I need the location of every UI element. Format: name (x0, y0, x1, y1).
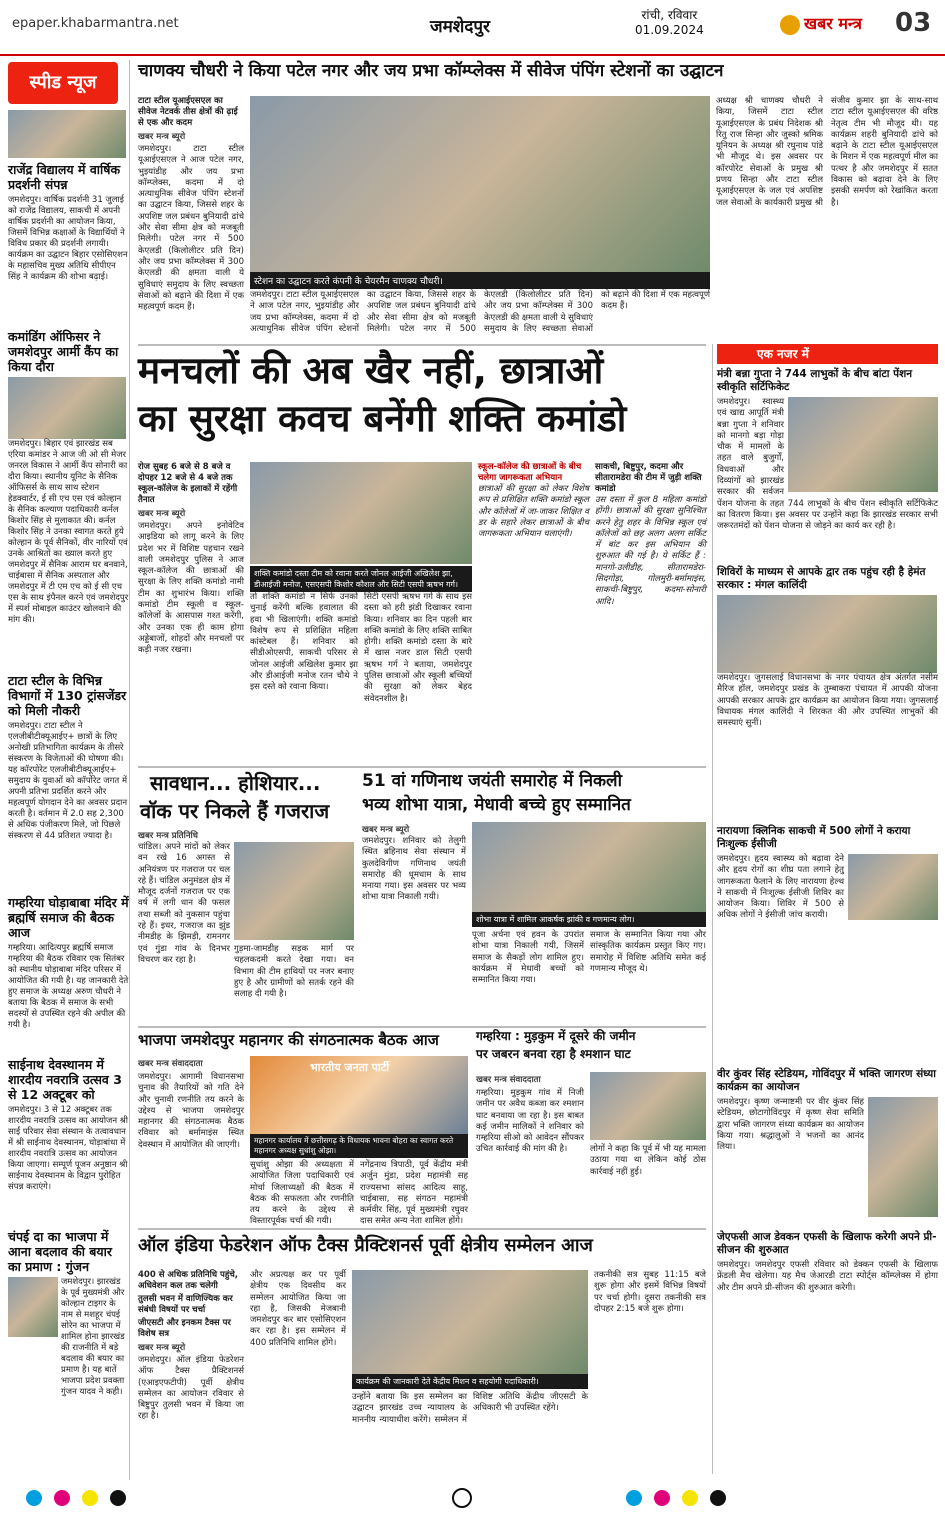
news-photo (8, 110, 126, 158)
lead-photo (250, 96, 710, 274)
tax-photo (352, 1270, 588, 1374)
yellow-mark-icon (82, 1490, 98, 1506)
ganinath-byline: खबर मन्त्र ब्यूरो (362, 825, 410, 835)
lead-byline: खबर मन्त्र ब्यूरो (138, 132, 186, 142)
tax-byline: खबर मन्त्र ब्यूरो (138, 1343, 186, 1353)
shakti-bullet: रोज सुबह 6 बजे से 8 बजे व दोपहर 12 बजे से 4 बजे तक स्कूल-कॉलेज के इलाकों में रहेंगी तैनात (138, 462, 238, 505)
nazar-photo (788, 397, 938, 492)
nazar-body-2: जमशेदपुर। जुगसलाई विधानसभा के नगर पंचायत क्षेत्र अंतर्गत नसीम मैरिज हॉल, जमशेदपुर प्रखंड के तुम्बाकरा पंचायत में आपकी योजना आपकी सरकार आपके द्वार कार्यक्रम का आयोजन किया गया। जुगसलाई विधायक मंगल कालिंदी ने शिरकत की और उपस्थित लाभुकों की समस्याएं सुनीं। (717, 673, 938, 729)
ganinath-body: जमशेदपुर। शनिवार को तेलुगी स्थित ब्रहिनाथ सेवा संस्थान में कुलदेविगीण गणिनाथ जयंती समारोह की धूमधाम के साथ मनाया गया। इस अवसर पर भव्य शोभा यात्रा निकाली गयी। (362, 836, 466, 903)
yellow-mark-icon (682, 1490, 698, 1506)
mudkum-headline-2: पर जबरन बनवा रहा है श्मशान घाट (476, 1047, 631, 1061)
shakti-body: तो शक्ति कमांडो न सिर्फ उनको चुनाई करेंगी बल्कि हवालात की हवा भी खिलाएंगी। शक्ति कमांडो विशेष रूप से प्रशिक्षित महिला कांस्टेबल हैं। शनिवार को सीडीओएसपी, साकची परिसर से जोनल आईजी अखिलेश कुमार झा और डीआईजी मनोज रतन चौथे ने इस दस्ते को रवाना किया। (250, 592, 358, 693)
nazar-photo (717, 595, 937, 673)
divider (138, 1228, 706, 1230)
lead-bullet: टाटा स्टील यूआईएसएल का सीवेज नेटवर्क तीस क्षेत्रों की ढ़ाई से एक और कदम (138, 96, 238, 128)
side-body: उस दस्ता में कुल 8 महिला कमांडो होंगी। छात्राओं की सुरक्षा सुनिश्चित करने हेतु शहर के विभिन्न स्कूल एवं कॉलेजों को छह अलग अलग सर्किट में बांट कर इस अभियान की शुरुआत की गई है। ये सर्किट हैं : मानगो-उलीडीह, सीतारामडेरा-सिदगोड़ा, गोलमुरी-बर्मामाइंस, साकची-बिष्टुपुर, कदमा-सोनारी आदि। (595, 495, 706, 607)
portrait-photo (8, 1277, 58, 1337)
dateline (635, 8, 704, 38)
mudkum-photo (590, 1072, 706, 1140)
news-photo (8, 377, 126, 439)
cyan-mark-icon (626, 1490, 642, 1506)
brand-name: खबर मन्त्र (804, 14, 862, 33)
brief-body: जमशेदपुर। वार्षिक प्रदर्शनी 31 जुलाई को राजेंद्र विद्यालय, साकची में अपनी वार्षिक प्रदर्शनी का आयोजन किया, जिसमें विभिन्न कक्षाओं के विद्यार्थियों ने विविध प्रकार की प्रदर्शनी लगायी। कार्यक्रम का उद्घाटन बिहार एसोसिएशन के महासचिव मुख्य अतिथि सीपीएन सिंह ने कार्यक्रम की शोभा बढ़ाई। (8, 195, 128, 282)
page-header (0, 0, 945, 56)
nazar-headline-4: वीर कुंवर सिंह स्टेडियम, गोविंदपुर में भक्ति जागरण संध्या कार्यक्रम का आयोजन (717, 1068, 936, 1093)
left-news-column (8, 60, 130, 1480)
brief-headline: चंपई दा का भाजपा में आना बदलाव की बयार का प्रमाण : गुंजन (8, 1229, 113, 1274)
shakti-side-box (595, 462, 706, 608)
black-mark-icon (110, 1490, 126, 1506)
logo-icon (780, 15, 800, 35)
mudkum-byline: खबर मन्त्र संवाददाता (476, 1075, 541, 1085)
lead-body: जमशेदपुर। टाटा स्टील यूआईएसएल ने आज पटेल नगर, भुइयांडीह और जय प्रभा कॉम्प्लेक्स, कदमा में दो अत्याधुनिक सीवेज पंपिंग स्टेशनों का उद्घाटन किया, जिससे शहर के अपशिष्ट जल प्रबंधन बुनियादी ढांचे और सेवा सीमा क्षेत्र को मजबूती मिलेगी। पटेल नगर में 500 केएलडी (किलोलीटर प्रति दिन) और जय प्रभा कॉम्प्लेक्स में 300 केएलडी की क्षमता वाली ये सुविधाएं समुदाय के लिए स्वच्छता सेवाओं को बढ़ाने की दिशा में एक महत्वपूर्ण कदम हैं। (138, 144, 244, 313)
cyan-mark-icon (26, 1490, 42, 1506)
label-nazar: नजर में (777, 347, 809, 361)
place-day: रांची, रविवार (641, 8, 698, 22)
tax-body: उन्होंने बताया कि इस सम्मेलन का उद्घाटन झारखंड उच्च न्यायालय के माननीय न्यायाधीश करेंगे। सम्मेलन में विशिष्ट अतिथि केंद्रीय जीएसटी के अधिकारी भी उपस्थित रहेंगे। (352, 1392, 588, 1425)
shakti-body: जमशेदपुर। अपने इनोवेटिव आइडिया को लागू करने के लिए प्रदेश भर में विशिष्ट पहचान रखने वाली जमशेदपुर पुलिस ने आज स्कूल-कॉलेज की छात्राओं की सुरक्षा के लिए शक्ति कमांडो नामी टीम का शुभारंभ किया। शक्ति कमांडो टीम स्कूली व स्कूल-कॉलेजों के आसपास गश्त करेंगी, और उनका एक ही काम होगा अड्डेबाजों, शोहदों और मनचलों पर कड़ी नजर रखना। (138, 521, 244, 656)
nazar-headline-3: नारायणा क्लिनिक साकची में 500 लोगों ने कराया निःशुल्क ईसीजी (717, 825, 911, 850)
edition-city: जमशेदपुर (430, 17, 490, 37)
tax-bullet: जीएसटी और इनकम टैक्स पर विशेष सत्र (138, 1318, 231, 1339)
brief-body: जमशेदपुर। 3 से 12 अक्टूबर तक शारदीय नवरात्रि उत्सव का आयोजन श्री साईं परिवार सेवा संस्थान के तत्वावधान में श्री साईनाथ देवस्थानम, घोड़ाबांधा में शारदीय नवरात्रि उत्सव का आयोजन किया जाएगा। सम्पूर्ण पूजन अनुष्ठान श्री साईनाथ देवस्थानम के विद्वान पुरोहित संपन्न कराएंगे। (8, 1105, 128, 1192)
nazar-headline-1: मंत्री बन्ना गुप्ता ने 744 लाभुकों के बीच बांटा पेंशन स्वीकृति सर्टिफिकेट (717, 368, 913, 393)
ganinath-body: समाज के सम्मानित किया गया और सांस्कृतिक कार्यक्रम प्रस्तुत किए गए। समारोह में विशिष्ट अतिथि समेत कई गणमान्य मौजूद थे। (590, 930, 706, 974)
shakti-headline-2: का सुरक्षा कवच बनेंगी शक्ति कमांडो (138, 397, 627, 440)
divider (138, 766, 706, 768)
brief-headline: साईनाथ देवस्थानम में शारदीय नवरात्रि उत्सव 3 से 12 अक्टूबर को (8, 1057, 122, 1102)
speed-news-logo: स्पीड न्यूज (8, 62, 118, 104)
bjp-body: सुधांशु ओझा की अध्यक्षता में आयोजित जिला पदाधिकारी एवं मोर्चा जिलाध्यक्षों की बैठक में बैठक की सफलता और रणनीति तय करने के उद्देश्य से विस्तारपूर्वक चर्चा की गयी। (250, 1160, 354, 1227)
brief-body: गम्हरिया। आदित्यपुर ब्रह्मर्षि समाज गम्हरिया की बैठक रविवार एक सितंबर को स्थानीय घोड़ाबाबा मंदिर परिसर में आयोजित की गयी है। यह जानकारी देते हुए समाज के अध्यक्ष अरुण चौधरी ने बताया कि बैठक में समाज के सभी सदस्यों से उपस्थित रहने की अपील की गयी है। (8, 943, 129, 1030)
bjp-banner-text: भारतीय जनता पार्टी (310, 1061, 390, 1074)
nazar-headline-2: शिविरों के माध्यम से आपके द्वार तक पहुंच रही है हेमंत सरकार : मंगल कालिंदी (717, 566, 926, 591)
magenta-mark-icon (654, 1490, 670, 1506)
ganinath-photo (472, 822, 706, 912)
side-headline: साकची, बिष्टुपुर, कदमा और सीतारामडेरा की टीम में जुड़ी शक्ति कमांडो (595, 462, 702, 494)
side-headline: स्कूल-कॉलेज की छात्राओं के बीच चलेगा जागरूकता अभियान (478, 462, 582, 483)
tax-body: जमशेदपुर। ऑल इंडिया फेडरेशन ऑफ टैक्स प्रैक्टिशनर्स (एआइएफटीपी) पूर्वी क्षेत्रीय सम्मेलन का आयोजन रविवार से बिष्टुपुर तुलसी भवन में किया जा रहा है। (138, 1355, 244, 1422)
elephant-photo (234, 842, 354, 940)
tax-body: तकनीकी सत्र सुबह 11:15 बजे शुरू होगा और इसमें विभिन्न विषयों पर चर्चा होगी। दूसरा तकनीकी सत्र दोपहर 2:15 बजे शुरू होगा। (594, 1270, 706, 1314)
bjp-caption: महानगर कार्यालय में छत्तीसगढ़ के विधायक भावना बोहरा का स्वागत करते महानगर अध्यक्ष सुधांशु ओझा। (250, 1134, 468, 1158)
elephant-body-cont: गुड़मा-जामडीह सड़क मार्ग पर चहलकदमी करते देखा गया। वन विभाग की टीम हाथियों पर नजर बनाए हुए है और ग्रामीणों को सतर्क रहने की सलाह दी गयी है। (234, 944, 354, 1000)
elephant-kicker: सावधान... होशियार... (150, 771, 321, 795)
elephant-headline: वॉक पर निकले हैं गजराज (140, 799, 330, 823)
nazar-photo (868, 1097, 938, 1217)
tax-column-1 (138, 1270, 244, 1476)
page-number: 03 (895, 8, 932, 38)
label-ek: एक (757, 347, 773, 361)
brief-headline: गम्हरिया घोड़ाबाबा मंदिर में ब्रह्मर्षि समाज की बैठक आज (8, 895, 129, 940)
site-url[interactable]: epaper.khabarmantra.net (12, 16, 179, 31)
elephant-byline: खबर मन्त्र प्रतिनिधि (138, 831, 198, 841)
nazar-body-5: जमशेदपुर। जमशेदपुर एफसी रविवार को डेक्कन एफसी के खिलाफ फ्रेंडली मैच खेलेगा। यह मैच जेआरडी टाटा स्पोर्ट्स कॉम्प्लेक्स में होगा और टीम अपने प्री-सीजन की शुरुआत करेगी। (717, 1260, 938, 1293)
print-register-marks (0, 1482, 945, 1517)
mudkum-body: गम्हरिया। मुड़कुम गांव में निजी जमीन पर अवैध कब्जा कर श्मशान घाट बनवाया जा रहा है। इस बाबत कई जमीन मालिकों ने शनिवार को गम्हरिया सीओ को आवेदन सौंपकर उचित कार्रवाई की मांग की है। (476, 1088, 584, 1155)
lead-column-1 (138, 96, 244, 316)
shakti-byline: खबर मन्त्र ब्यूरो (138, 509, 186, 519)
bjp-body: नगेंद्रनाथ त्रिपाठी, पूर्व केंद्रीय मंत्री अर्जुन मुंडा, प्रदेश महामंत्री सह राज्यसभा सांसद आदित्य साहू, चाईबासा, सह संगठन महामंत्री कर्मवीर सिंह, पूर्व मुख्यमंत्री रघुवर दास समेत अन्य नेता शामिल होंगे। (360, 1160, 468, 1227)
register-crosshair-icon (452, 1488, 472, 1508)
ganinath-headline-1: 51 वां गणिनाथ जयंती समारोह में निकली (362, 771, 622, 791)
ganinath-headline-2: भव्य शोभा यात्रा, मेधावी बच्चे हुए सम्मानित (362, 795, 631, 815)
tax-bullet: 400 से अधिक प्रतिनिधि पहुंचे, अधिवेशन कल तक चलेगी (138, 1270, 238, 1291)
nazar-body-1: जमशेदपुर। स्वास्थ्य एवं खाद्य आपूर्ति मंत्री बन्ना गुप्ता ने शनिवार को मानगो बड़ा गोड़ा चौक में मामलों के तहत वाले बुजुर्गों, विधवाओं और दिव्यांगों को झारखंड सरकार की सर्वजन पेंशन योजना के तहत 744 लाभुकों के बीच पेंशन स्वीकृति सर्टिफिकेट का वितरण किया। इस अवसर पर उन्होंने कहा कि झारखंड सरकार सभी जरूरतमंदों को पेंशन योजना से जोड़ने का कार्य कर रही है। (717, 397, 938, 532)
ek-nazar-label (717, 344, 938, 364)
ek-nazar-column (712, 344, 938, 1474)
nazar-body-3: जमशेदपुर। हृदय स्वास्थ्य को बढ़ावा देने और हृदय रोगों का शीघ्र पता लगाने हेतु जागरूकता फैलाने के लिए नारायणा हेल्थ ने साकची में निःशुल्क ईसीजी शिविर का आयोजन किया। शिविर में 500 से अधिक लोगों ने ईसीजी जांच करायी। (717, 854, 844, 921)
lead-caption: स्टेशन का उद्घाटन करते कंपनी के चेयरमैन चाणक्य चौधरी। (250, 272, 710, 289)
brief-body: जमशेदपुर। झारखंड के पूर्व मुख्यमंत्री और कोल्हान टाइगर के नाम से मशहूर चंपई सोरेन का भाजपा में शामिल होना झारखंड की राजनीति में बड़े बदलाव की बयार का प्रमाण है। यह बातें भाजपा प्रदेश प्रवक्ता गुंजन यादव ने कही। (61, 1277, 125, 1397)
bjp-byline: खबर मन्त्र संवाददाता (138, 1059, 203, 1069)
shakti-headline-1: मनचलों की अब खैर नहीं, छात्राओं (138, 349, 604, 392)
nazar-headline-5: जेएफसी आज डेवकन एफसी के खिलाफ करेगी अपने प्री-सीजन की शुरुआत (717, 1231, 937, 1256)
lead-body-cont: जमशेदपुर। टाटा स्टील यूआईएसएल ने आज पटेल नगर, भुइयांडीह और जय प्रभा कॉम्प्लेक्स, कदमा में दो अत्याधुनिक सीवेज पंपिंग स्टेशनों का उद्घाटन किया, जिससे शहर के अपशिष्ट जल प्रबंधन बुनियादी ढांचे और सेवा सीमा क्षेत्र को मजबूती मिलेगी। पटेल नगर में 500 केएलडी (किलोलीटर प्रति दिन) और जय प्रभा कॉम्प्लेक्स में 300 केएलडी की क्षमता वाली ये सुविधाएं समुदाय के लिए स्वच्छता सेवाओं को बढ़ाने की दिशा में एक महत्वपूर्ण कदम हैं। (250, 290, 710, 334)
issue-date: 01.09.2024 (635, 23, 704, 37)
brief-headline: कमांडिंग ऑफिसर ने जमशेदपुर आर्मी कैंप का किया दौरा (8, 329, 119, 374)
mudkum-headline-1: गम्हरिया : मुड़कुम में दूसरे की जमीन (476, 1029, 636, 1043)
shakti-sidebar (478, 462, 706, 762)
divider (138, 344, 706, 346)
lead-headline: चाणक्य चौधरी ने किया पटेल नगर और जय प्रभा कॉम्प्लेक्स में सीवेज पंपिंग स्टेशनों का उद्घाटन (138, 61, 724, 81)
bjp-body: जमशेदपुर। आगामी विधानसभा चुनाव की तैयारियों को गति देने और चुनावी रणनीति तय करने के उद्देश्य से भाजपा जमशेदपुर महानगर की संगठनात्मक बैठक रविवार को बर्मामाइंस स्थित देवस्थान में आयोजित की जाएगी। (138, 1072, 244, 1150)
brand-logo (780, 12, 862, 35)
shakti-caption: शक्ति कमांडो दस्ता टीम को रवाना करते जोनल आईजी अखिलेश झा, डीआईजी मनोज, एसएसपी किशोर कौशल और सिटी एसपी ऋषभ गर्ग। (250, 566, 472, 592)
tax-bullet: तुलसी भवन में वाणिज्यिक कर संबंधी विषयों पर चर्चा (138, 1294, 233, 1315)
tax-body: और अप्रत्यक्ष कर पर पूर्वी क्षेत्रीय एक दिवसीय कर सम्मेलन आयोजित किया जा रहा है, जिसकी मेजबानी जमशेदपुर कर बार एसोसिएशन कर रहा है। इस सम्मेलन में 400 प्रतिनिधि शामिल होंगे। (250, 1270, 346, 1348)
brief-body: जमशेदपुर। बिहार एवं झारखंड सब एरिया कमांडर ने आज जी ओ सी मेजर जनरल विकास ने आर्मी कैंप सोनारी का दौरा किया। स्थानीय यूनिट के सैनिक ऑफिसर्स के साथ साथ स्टेशन हेडक्वार्टर, ई सी एच एस एवं कोल्हान के सैनिक कल्याण पदाधिकारी कर्नल किशोर सिंह से मुलाकात की। कर्नल किशोर सिंह ने उनका स्वागत करते हुये कोल्हान के पूर्व सैनिकों, वीर नारियों एवं उनके आश्रितों का ख्याल करते हुए जमशेदपुर में सैनिक आराम घर बनवाने, चाईबासा में सैनिक अस्पताल और जमशेदपुर में टी एम एच को ई सी एच एस के साथ इंपैनल करने एवं जमशेदपुर में स्पर्श मोबाइल काउंटर खोलवाने की मांग की। (8, 439, 129, 625)
shakti-column-1 (138, 462, 244, 762)
brief-headline: राजेंद्र विद्यालय में वार्षिक प्रदर्शनी संपन्न (8, 162, 121, 192)
nazar-photo (848, 854, 938, 920)
tax-caption: कार्यक्रम की जानकारी देते केंद्रीय मिशन व सहयोगी पदाधिकारी। (352, 1374, 588, 1389)
bjp-photo (250, 1056, 468, 1134)
bjp-headline: भाजपा जमशेदपुर महानगर की संगठनात्मक बैठक आज (138, 1031, 439, 1049)
nazar-body-4: जमशेदपुर। कृष्ण जन्माष्टमी पर वीर कुंवर सिंह स्टेडियम, छोटागोविंदपुर में कृष्ण सेवा समिति द्वारा भक्ति जागरण संध्या कार्यक्रम का आयोजन किया गया। श्रद्धालुओं ने भजनों का आनंद लिया। (717, 1097, 864, 1153)
lead-body-right: अध्यक्ष श्री चाणक्य चौधरी ने किया, जिसमें टाटा स्टील यूआईएसएल के प्रबंध निदेशक श्री रितु राज सिन्हा और जुस्को श्रमिक यूनियन के अध्यक्ष श्री रघुनाथ पांडे भी मौजूद थे। इस अवसर पर कॉरपोरेट सेवाओं के प्रमुख श्री प्रणय सिन्हा और टाटा स्टील यूआईएसएल के जल एवं अपशिष्ट जल सेवाओं के कार्यकारी प्रमुख श्री संजीव कुमार झा के साथ-साथ टाटा स्टील यूआईएसएल की वरिष्ठ नेतृत्व टीम भी मौजूद थी। यह कार्यक्रम शहरी बुनियादी ढांचे को बढ़ाने के टाटा स्टील यूआईएसएल के मिशन में एक महत्वपूर्ण मील का पत्थर है और जमशेदपुर में सतत विकास को बढ़ावा देने के लिए इसकी समर्पण को रेखांकित करता है। (716, 96, 938, 208)
shakti-body: सिटी एसपी ऋषभ गर्ग के साथ इस दस्ता को हरी झंडी दिखाकर रवाना किया। शनिवार का दिन पहली बार शक्ति कमांडो के लिए शक्ति साबित होगी। शक्ति कमांडो दस्ता के बारे में खास नजर डाल सिटी एसपी ऋषभ गर्ग ने बताया, जमशेदपुर पुलिस छात्राओं और स्कूली बच्चियों की सुरक्षा को लेकर बेहद संवेदनशील है। (364, 592, 472, 704)
mudkum-body: लोगों ने कहा कि पूर्व में भी यह मामला उठाया गया था लेकिन कोई ठोस कार्रवाई नहीं हुई। (590, 1144, 706, 1177)
ganinath-caption: शोभा यात्रा में शामिल आकर्षक झांकी व गणमान्य लोग। (472, 912, 706, 927)
elephant-body: चांडिल। अपने मांदों को लेकर वन रखे 16 अगस्त से अनियंत्रण पर गजराज पर चल रहे हैं। चांडिल अनुमंडल क्षेत्र में मौजूद दर्जनों गजराज पर एक वर्ष में लगी धान की फसल तथा सब्जी को नुकसान पहुंचा रहे हैं। इधर, गजराज का झुंड नीमडीह के झिमड़ी, रामनगर एवं गुंडा गांव के दिनभर विचरण कर रहा है। (138, 842, 230, 965)
divider (138, 1026, 706, 1028)
shakti-side-box (478, 462, 589, 608)
color-marks-right (620, 1490, 732, 1510)
brief-body: जमशेदपुर। टाटा स्टील ने एलजीबीटीक्यूआईए+ छात्रों के लिए अनोखी प्रतिभागिता कार्यक्रम के तीसरे संस्करण के विजेताओं की घोषणा की। यह कॉरपोरेट एलजीबीटीक्यूआईए+ समुदाय के युवाओं को कॉर्पोरेट जगत में अपनी प्रतिभा प्रदर्शित करने और महत्वपूर्ण योगदान देने का अवसर प्रदान करती है। वर्तमान में 2.0 सह 2,300 से अधिक पंजीकरण मिले, जो पिछले संस्करण से 44 प्रतिशत ज्यादा है। (8, 721, 128, 841)
ganinath-body: पूजा अर्चना एवं हवन के उपरांत शोभा यात्रा निकाली गयी, जिसमें समाज के सैकड़ों लोग शामिल हुए। कार्यक्रम में मेधावी बच्चों को सम्मानित किया गया। (472, 930, 584, 986)
color-marks-left (20, 1490, 132, 1510)
black-mark-icon (710, 1490, 726, 1506)
brief-headline: टाटा स्टील के विभिन्न विभागों में 130 ट्रांसजेंडर को मिली नौकरी (8, 673, 127, 718)
magenta-mark-icon (54, 1490, 70, 1506)
tax-headline: ऑल इंडिया फेडरेशन ऑफ टैक्स प्रैक्टिशनर्स पूर्वी क्षेत्रीय सम्मेलन आज (138, 1235, 593, 1256)
shakti-photo (250, 462, 472, 564)
side-body: छात्राओं की सुरक्षा को लेकर विशेष रूप से प्रशिक्षित शक्ति कमांडो स्कूल और कॉलेजों में जा-जाकर शिक्षित व डर के सहारे लेकर छात्राओं के बीच जागरूकता अभियान चलाएंगी। (478, 484, 589, 540)
